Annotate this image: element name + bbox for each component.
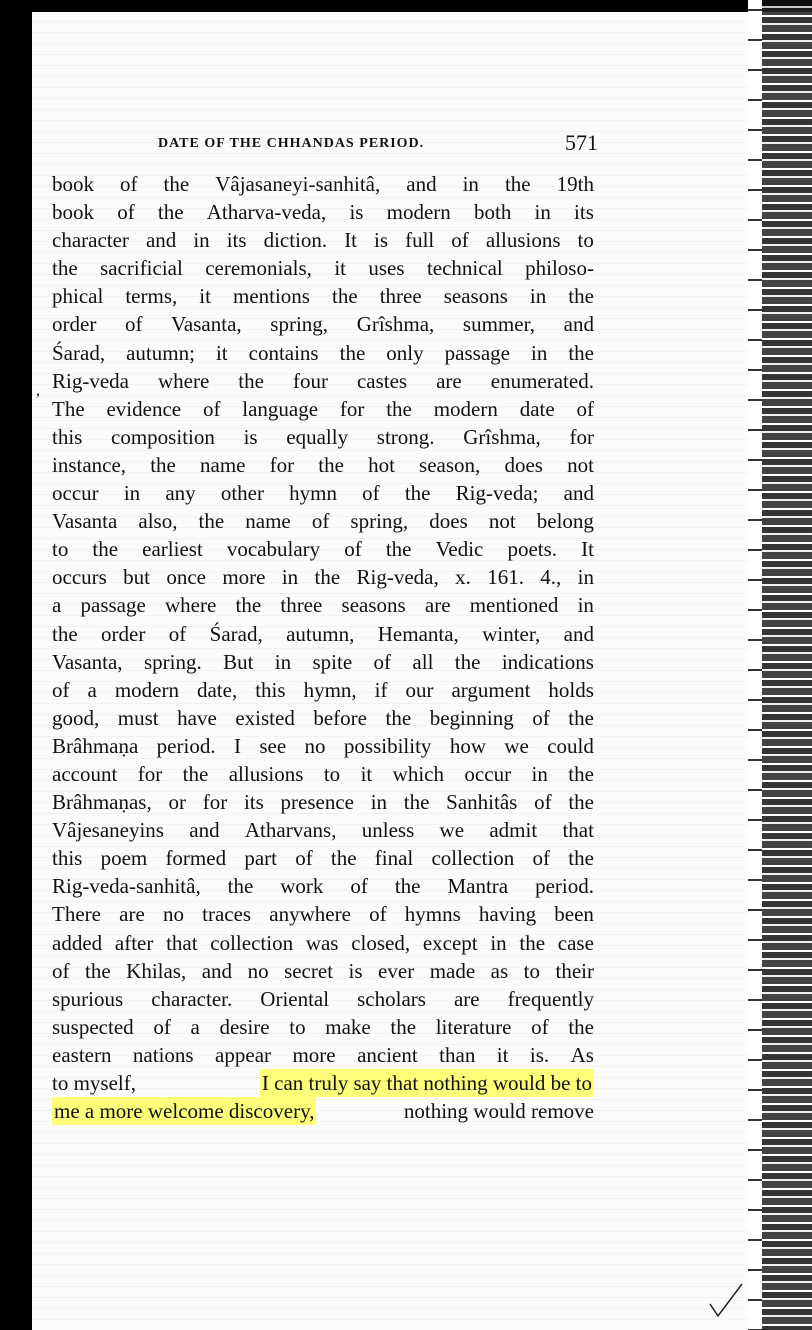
text-line: good, must have existed before the beginning of the (52, 705, 594, 730)
text-segment: to myself, (52, 1071, 136, 1095)
highlighted-text[interactable]: me a more welcome discovery, (52, 1097, 316, 1125)
text-line: The evidence of language for the modern date of (52, 396, 594, 421)
text-line: Vasanta, spring. But in spite of all the indications (52, 649, 594, 674)
text-line: of a modern date, this hymn, if our argument holds (52, 677, 594, 702)
text-line: Rig-veda where the four castes are enumerated. (52, 368, 594, 393)
text-line: book of the Vâjasaneyi-sanhitâ, and in the 19th (52, 172, 594, 196)
highlighted-text[interactable]: I can truly say that nothing would be to (260, 1069, 594, 1097)
running-title: DATE OF THE CHHANDAS PERIOD. (158, 136, 425, 151)
text-line: There are no traces anywhere of hymns having been (52, 902, 594, 927)
text-line: Vasanta also, the name of spring, does not belong (52, 509, 594, 534)
text-line: occur in any other hymn of the Rig-veda; and (52, 481, 594, 506)
scan-right-edge (762, 0, 812, 1330)
text-line: suspected of a desire to make the literature of the (52, 1014, 594, 1039)
page-number: 571 (565, 130, 598, 155)
text-line: to the earliest vocabulary of the Vedic poets. It (52, 537, 594, 562)
text-line: this poem formed part of the final collection of the (52, 846, 594, 871)
text-segment: nothing would remove (403, 1099, 594, 1124)
text-line: added after that collection was closed, except in the case (52, 930, 594, 955)
text-line: Śarad, autumn; it contains the only passage in the (52, 340, 594, 365)
body-text (52, 170, 594, 1125)
scan-right-shadow (748, 0, 762, 1330)
text-line: the order of Śarad, autumn, Hemanta, winter, and (52, 621, 594, 646)
text-line (52, 1069, 594, 1097)
checkmark-icon (706, 1280, 746, 1320)
text-line: occurs but once more in the Rig-veda, x. 161. 4., in (52, 565, 594, 590)
text-line: Brâhmaṇas, or for its presence in the Sanhitâs of the (52, 790, 594, 815)
text-line: book of the Atharva-veda, is modern both in its (52, 200, 594, 225)
text-line: character and in its diction. It is full of allusions to (52, 228, 594, 253)
text-line: order of Vasanta, spring, Grîshma, summer, and (52, 312, 594, 337)
text-line (52, 1097, 594, 1125)
text-line: eastern nations appear more ancient than it is. As (52, 1042, 594, 1067)
text-line: this composition is equally strong. Grîshma, for (52, 424, 594, 449)
text-line: the sacrificial ceremonials, it uses technical philoso- (52, 256, 594, 281)
text-line: a passage where the three seasons are mentioned in (52, 593, 594, 618)
margin-mark: , (36, 382, 40, 399)
text-line: account for the allusions to it which occur in the (52, 761, 594, 786)
text-line: instance, the name for the hot season, does not (52, 452, 594, 477)
page-header (158, 128, 598, 160)
scan-left-edge (0, 0, 32, 1330)
scan-top-edge (0, 0, 812, 12)
text-line: Rig-veda-sanhitâ, the work of the Mantra period. (52, 874, 594, 899)
text-line: of the Khilas, and no secret is ever made as to their (52, 958, 594, 983)
text-line: Vâjesaneyins and Atharvans, unless we admit that (52, 818, 594, 843)
text-line: Brâhmaṇa period. I see no possibility how we could (52, 733, 594, 758)
text-line: spurious character. Oriental scholars are frequently (52, 986, 594, 1011)
text-line: phical terms, it mentions the three seasons in the (52, 284, 594, 309)
